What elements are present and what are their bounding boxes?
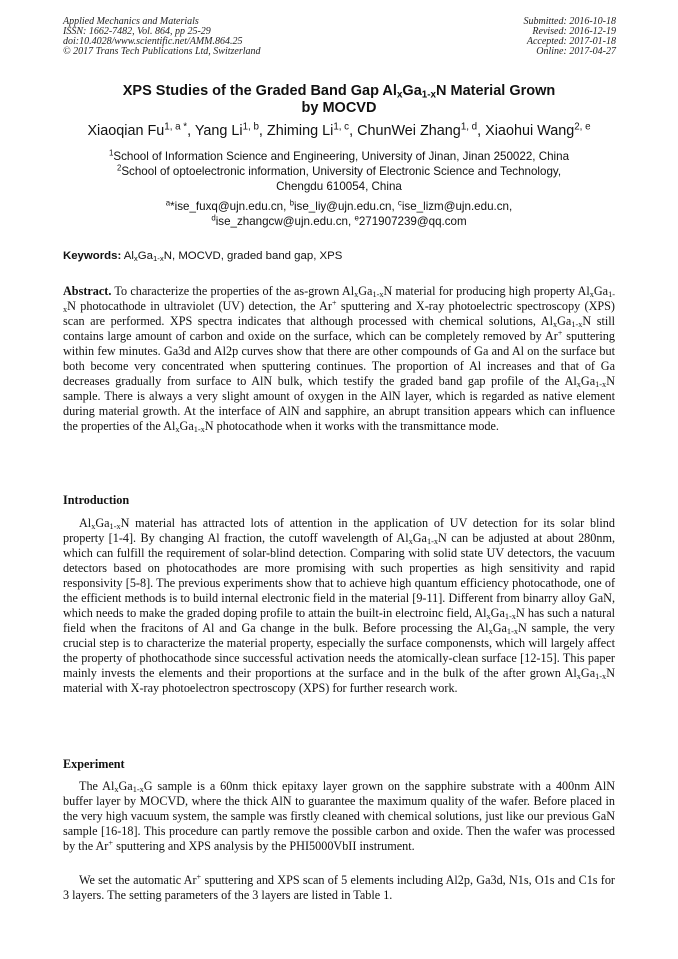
email-link[interactable]: ise_zhangcw@ujn.edu.cn, bbox=[215, 215, 355, 228]
abstract-label: Abstract. bbox=[63, 284, 112, 298]
email-link[interactable]: ise_lizm@ujn.edu.cn, bbox=[401, 200, 513, 213]
email-link[interactable]: *ise_fuxq@ujn.edu.cn, bbox=[170, 200, 290, 213]
online-date: Online: 2017-04-27 bbox=[536, 46, 616, 57]
abstract: Abstract. To characterize the properties of the as-grown $Al_xGa_{1-x}N$ material for producing high property $Al_xGa_{1-x}N$ photocathode in ultraviolet (UV) detection, the Ar+ sputtering and X-ray photoelectric spectroscopy (XPS) scan are performed. XPS spectra indicates that although processed with chemical solutions, $Al_xGa_{1-x}N$ still contains large amount of carbon and oxide on the surface, which can be completely removed by Ar+ sputtering within few minutes. Ga3d and Al2p curves show that there are other compounds of Ga and Al on the surface but both become very concentrated when sputtering continues. The proportion of Al increases and that of Ga decreases gradually from surface to AlN bulk, which testify the graded band gap profile of the $Al_xGa_{1-x}N$ sample. There is always a very slight amount of oxygen in the AlN layer, which is regarded as native element during material growth. At the interface of AlN and sapphire, an abrupt transition appears which can influence the properties of the $Al_xGa_{1-x}N$ photocathode when it works with the transmittance mode. bbox=[63, 284, 615, 435]
author-emails: $^a$*ise_fuxq@ujn.edu.cn, $^b$ise_liy@ujn.edu.cn, $^c$ise_lizm@ujn.edu.cn, $^d$ise_zhangcw@ujn.edu.cn, $^e$271907239@qq.com bbox=[165, 198, 513, 228]
affiliation-2-cont: Chengdu 610054, China bbox=[276, 180, 402, 193]
journal-issn: ISSN: 1662-7482, Vol. 864, pp 25-29 bbox=[63, 26, 211, 37]
dates-header bbox=[524, 17, 617, 57]
affiliation-1: $^1$School of Information Science and Engineering, University of Jinan, Jinan 250022, China bbox=[108, 148, 570, 163]
journal-name: Applied Mechanics and Materials bbox=[63, 16, 199, 27]
affiliations bbox=[63, 149, 615, 194]
introduction-paragraph: $Al_xGa_{1-x}N$ material has attracted lots of attention in the application of UV detection for its solar blind property [1-4]. By changing Al fraction, the cutoff wavelength of $Al_xGa_{1-x}N$ can be adjusted at about 280nm, which can fulfill the requirement of solar-blind detection. Comparing with solid state UV detectors, the vacuum detectors based on photocathodes are more promising with such properties as high sensitivity and rapid responsivity [5-8]. The previous experiments show that to achieve high quantum efficiency photocathode, one of the efficient methods is to build internal electronic field in the material [9-11]. Different from binarry alloy GaN, which needs to make the graded doping profile to attain the built-in electroinc field, $Al_xGa_{1-x}N$ has such a natural field when the fracitons of Al and Ga change in the bulk. Before processing the $Al_xGa_{1-x}N$ sample, the very crucial step is to characterize the material property, especially the surface componensts, which will largely affect the property of phothocathode since successful activation needs the atomically-clean surface [12-15]. This paper mainly invests the elements and their proportions at the surface and in the bulk of the after grown $Al_xGa_{1-x}N$ material with X-ray photoelectron spectroscopy (XPS) for further research work. bbox=[63, 516, 615, 695]
experiment-paragraph-1: The $Al_xGa_{1-x}G$ sample is a 60nm thick epitaxy layer grown on the sapphire substrate with a 400nm AlN buffer layer by MOCVD, where the thick AlN to guarantee the maximum quality of the wafer. Before placed in the very high vacuum system, the sample was firstly cleaned with chemical solutions, just like our previous GaN sample [16-18]. This procedure can partly remove the possible carbon and oxide. Then the wafer was processed by the Ar+ sputtering and XPS analysis by the PHI5000VbII instrument. bbox=[63, 779, 616, 853]
paper-title: XPS Studies of the Graded Band Gap $Al_xGa_{1-x}N$ Material Grown by MOCVD bbox=[122, 83, 556, 116]
section-heading-experiment: Experiment bbox=[63, 757, 125, 771]
keywords: Keywords: $Al_xGa_{1-x}N$, MOCVD, graded band gap, XPS bbox=[63, 250, 343, 263]
author: Zhiming Li bbox=[266, 123, 334, 139]
accepted-date: Accepted: 2017-01-18 bbox=[526, 36, 616, 47]
author: Xiaoqian Fu bbox=[87, 123, 165, 139]
author-list: Xiaoqian $Fu^{1, a *}$, Yang Li$^{1, b}$, Zhiming Li$^{1, c}$, ChunWei Zhang$^{1, d}$, Xiaohui Wang$^{2, e}$ bbox=[87, 121, 591, 139]
journal-copyright: © 2017 Trans Tech Publications Ltd, Switzerland bbox=[63, 46, 261, 57]
journal-header bbox=[63, 17, 261, 57]
affiliation-2: $^2$School of optoelectronic information, University of Electronic Science and Technology, bbox=[116, 163, 562, 178]
journal-doi: doi:10.4028/www.scientific.net/AMM.864.25 bbox=[63, 36, 243, 47]
section-heading-introduction: Introduction bbox=[63, 493, 130, 507]
keywords-label: Keywords: bbox=[63, 250, 122, 262]
experiment-paragraph-2: We set the automatic Ar+ sputtering and XPS scan of 5 elements including Al2p, Ga3d, N1s, O1s and C1s for 3 layers. The setting parameters of the 3 layers are listed in Table 1. bbox=[63, 872, 615, 902]
submitted-date: Submitted: 2016-10-18 bbox=[523, 16, 616, 27]
author: ChunWei Zhang bbox=[357, 123, 461, 139]
revised-date: Revised: 2016-12-19 bbox=[532, 26, 616, 37]
author: Yang Li bbox=[194, 123, 243, 139]
author: Xiaohui Wang bbox=[485, 123, 575, 139]
email-link[interactable]: 271907239@qq.com bbox=[358, 215, 467, 228]
email-link[interactable]: ise_liy@ujn.edu.cn, bbox=[293, 200, 398, 213]
